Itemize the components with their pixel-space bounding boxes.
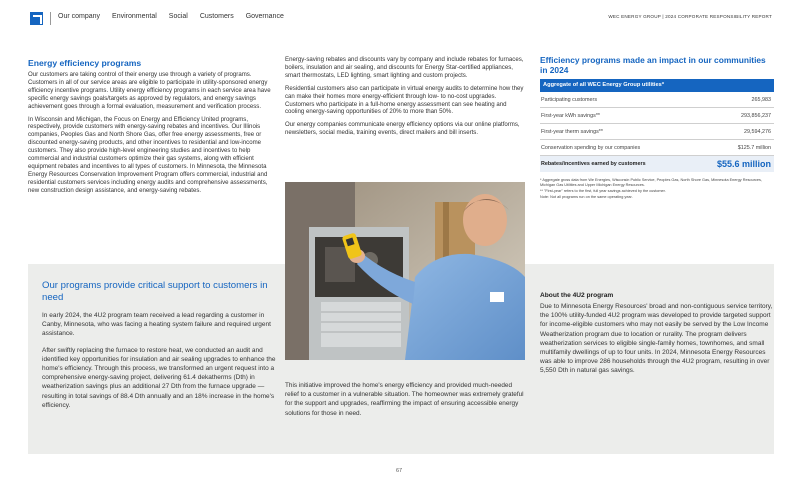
impact-section <box>540 56 774 201</box>
table-row <box>540 92 774 108</box>
table-header: Aggregate of all WEC Energy Group utilities* <box>540 79 774 92</box>
technician-illustration <box>285 182 525 360</box>
efficiency-section <box>28 58 276 200</box>
report-title: WEC ENERGY GROUP | 2024 CORPORATE RESPONSIBILITY REPORT <box>608 14 772 19</box>
table-notes <box>540 178 774 200</box>
rebates-section <box>285 56 525 142</box>
row-label: First-year kWh savings** <box>541 112 601 119</box>
paragraph: After swiftly replacing the furnace to restore heat, we conducted an audit and identified key opportunities for insulation and air sealing upgrades to enhance the home's efficiency. Through this process, we transformed an urgent request into a comprehensive energy-saving project, delivering 61.4 dekatherms (Dth) in weatherization savings plus an additional 27 Dth from the furnace upgrade — resulting in total savings of 88.4 Dth annually and an 18% increase in the home's efficiency. <box>42 346 276 409</box>
footnote: Note: Not all programs run on the same operating year. <box>540 195 633 200</box>
nav-link-social[interactable]: Social <box>168 13 188 20</box>
nav-link-customers[interactable]: Customers <box>199 13 234 20</box>
panel-about-4u2 <box>540 292 774 381</box>
paragraph: Our energy companies communicate energy efficiency options via our online platforms, newsletters, social media, training events, direct mailers and bill inserts. <box>285 121 520 137</box>
row-label: First-year therm savings** <box>541 128 604 135</box>
nav-link-governance[interactable]: Governance <box>245 13 284 20</box>
panel-story <box>42 280 278 417</box>
total-label: Rebates/incentives earned by customers <box>541 161 646 168</box>
table-row <box>540 140 774 156</box>
paragraph: In Wisconsin and Michigan, the Focus on Energy and Efficiency United programs, respectively, provide customers with energy-saving rebates and incentives. Our Illinois companies, Peoples Gas and North Shore Gas, offer free energy assessments, free or discounted energy-saving products, and other incentives to residential and low-income customers. They also provide high-level engineering studies and incentives to help commercial and industrial customers optimize their gas systems, along with efficient equipment rebates and incentives to all types of customers. In Minnesota, the Minnesota Energy Resources Conservation Improvement Program offers commercial, industrial and residential customers services including energy audits and comprehensive assessments, new construction design assistance, and energy-saving rebates. <box>28 115 268 194</box>
paragraph: Our customers are taking control of their energy use through a variety of programs. Customers in all of our service areas are eligible to participate in utility-sponsored energy efficiency incentive programs. Utility energy efficiency programs in each service area have specific energy savings goals/targets as approved by regulators, and energy savings achievement goes through a formal evaluation, measurement and verification process. <box>28 71 271 110</box>
impact-title: Efficiency programs made an impact in our communities in 2024 <box>540 55 766 75</box>
row-label: Participating customers <box>541 96 598 103</box>
row-label: Conservation spending by our companies <box>541 144 641 151</box>
footnote: * Aggregate gross data from We Energies, Wisconsin Public Service, Peoples Gas, North Shore Gas, Minnesota Energy Resources, Michigan Gas Utilities and Upper Michigan Energy Resources. <box>540 178 762 188</box>
table-row <box>540 108 774 124</box>
row-value: 29,594,276 <box>744 128 771 135</box>
paragraph: This initiative improved the home's energy efficiency and provided much-needed relief to a customer in a vulnerable situation. The homeowner was extremely grateful for the support and upgrades, reaffirming the impact of ensuring accessible energy solutions for those in need. <box>285 382 524 417</box>
top-nav <box>0 0 800 36</box>
total-value: $55.6 million <box>716 159 771 170</box>
paragraph: In early 2024, the 4U2 program team received a lead regarding a customer in Canby, Minnesota, who was facing a heating system failure and required urgent assistance. <box>42 312 271 338</box>
panel-heading: Our programs provide critical support to customers in need <box>42 280 268 303</box>
paragraph: Residential customers also can participate in virtual energy audits to determine how they can make their homes more energy-efficient through low- to no-cost upgrades. Customers who participate in a full-home energy assessment can see heating and cooling energy-saving opportunities of 20% to more than 50%. <box>285 84 524 116</box>
paragraph: Due to Minnesota Energy Resources' broad and non-contiguous service territory, the 100% utility-funded 4U2 program was developed to provide targeted support for income-eligible customers who may not easily be served by the Low Income Weatherization program due to location or rurality. The program delivers weatherization services to eligible single-family homes, townhomes, and small multifamily dwellings of up to four units. In 2024, Minnesota Energy Resources was able to improve 286 households through the 4U2 program, resulting in over 5,550 Dth in natural gas savings. <box>540 303 773 375</box>
paragraph: Energy-saving rebates and discounts vary by company and include rebates for furnaces, boilers, insulation and air sealing, and discounts for Energy Star-certified appliances, smart thermostats, LED lighting, smart lighting and custom projects. <box>285 56 524 79</box>
panel-outcome <box>285 381 525 423</box>
row-value: $125.7 million <box>737 144 771 151</box>
table-total-row <box>540 156 774 172</box>
nav-link-environmental[interactable]: Environmental <box>112 13 157 20</box>
row-value: 265,983 <box>751 96 771 103</box>
row-value: 293,856,237 <box>741 112 771 119</box>
logo-icon[interactable] <box>30 12 43 25</box>
about-heading: About the 4U2 program <box>540 292 614 299</box>
technician-photo <box>285 182 525 360</box>
page-number: 67 <box>396 468 403 474</box>
nav-divider <box>50 12 51 25</box>
table-row <box>540 124 774 140</box>
section-title: Energy efficiency programs <box>28 58 142 68</box>
footnote: ** "First-year" refers to the first, full year savings achieved by the customer. <box>540 189 666 194</box>
nav-link-our-company[interactable]: Our company <box>58 13 101 20</box>
nav-links <box>58 13 284 20</box>
